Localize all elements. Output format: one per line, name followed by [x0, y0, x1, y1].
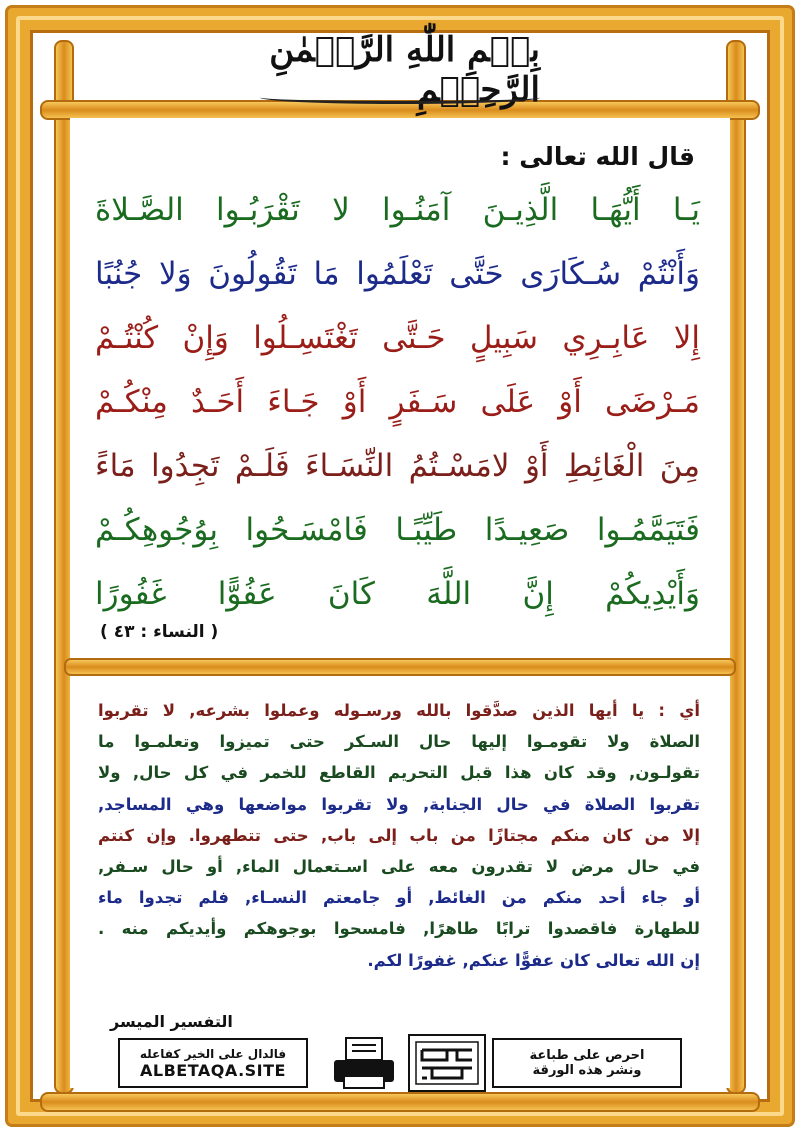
- footer-site-url[interactable]: ALBETAQA.SITE: [140, 1060, 286, 1080]
- dawat-alwaraqa-logo: [408, 1034, 486, 1092]
- tafsir-line: تقربوا الصلاة في حال الجنابة, ولا تقربوا مواضعها وهي المساجد,: [98, 794, 700, 814]
- verse-line: مِنَ الْغَائِطِ أَوْ لامَسْـتُمُ النِّسَـاءَ فَلَـمْ تَجِدُوا مَاءً: [95, 448, 700, 484]
- footer-print-line1: احرص على طباعة: [529, 1048, 645, 1063]
- bismillah-calligraphy: [260, 30, 540, 110]
- footer-site-box: [118, 1038, 308, 1088]
- verse-line: وَأَيْدِيكُمْ إِنَّ اللَّهَ كَانَ عَفُوًّا غَفُورًا: [95, 576, 700, 612]
- footer: [118, 1034, 682, 1094]
- tafsir-line: الصلاة ولا تقومـوا إليها حال السـكر حتى تميزوا وتعلمـوا ما: [98, 732, 700, 752]
- intro-heading: قال الله تعالى :: [500, 142, 695, 171]
- tafsir-line: أي : يا أيها الذين صدَّقوا بالله ورسـوله وعملوا بشرعه, لا تقربوا: [98, 701, 700, 720]
- verse-line: وَأَنْتُمْ سُـكَارَى حَتَّى تَعْلَمُوا مَا تَقُولُونَ وَلا جُنُبًا: [95, 256, 700, 292]
- footer-print-box: [492, 1038, 682, 1088]
- quran-verse: [95, 178, 700, 626]
- tafsir-line: في حال مرض لا تقدرون معه على اسـتعمال الماء, أو حال سـفر,: [98, 857, 700, 877]
- bismillah-text: بِسۡمِ اللّٰهِ الرَّحۡمٰنِ الرَّحِيۡمِ: [269, 30, 540, 110]
- tafsir-source: التفسير الميسر: [110, 1012, 233, 1031]
- footer-print-line2: ونشر هذه الورقة: [532, 1063, 642, 1078]
- printer-icon: [330, 1036, 398, 1092]
- verse-reference: ( النساء : ٤٣ ): [100, 622, 219, 642]
- tafsir-line: تقولـون, وقد كان هذا قبل التحريم القاطع للخمر في كل حال, ولا: [98, 763, 700, 783]
- verse-line: فَتَيَمَّمُـوا صَعِيـدًا طَيِّبًـا فَامْسَـحُوا بِوُجُوهِكُـمْ: [95, 512, 700, 548]
- tafsir-line: إلا من كان منكم مجتازًا من باب إلى باب, حتى تتطهروا. وإن كنتم: [98, 825, 700, 845]
- verse-line: إِلا عَابِـرِي سَبِيلٍ حَـتَّى تَغْتَسِـلُوا وَإِنْ كُنْتُـمْ: [95, 320, 700, 356]
- bismillah-flourish: [260, 91, 540, 104]
- tafsir-line: للطهارة فاقصدوا ترابًا طاهرًا, فامسحوا بوجوهكم وأيديكم منه .: [98, 919, 700, 939]
- tafsir-line: أو جاء أحد منكم من الغائط, أو جامعتم النسـاء, فلم تجدوا ماء: [98, 888, 700, 908]
- footer-saying: فالدال على الخير كفاعله: [139, 1046, 287, 1061]
- logo-mark: [412, 1038, 482, 1088]
- verse-line: يَـا أَيُّهَـا الَّذِيـنَ آمَنُـوا لا تَقْرَبُـوا الصَّـلاةَ: [95, 192, 700, 228]
- tafsir-line: إن الله تعالى كان عفوًّا عنكم, غفورًا لكم.: [367, 950, 700, 970]
- frame-bar-bottom: [40, 1092, 760, 1112]
- verse-line: مَـرْضَى أَوْ عَلَى سَـفَرٍ أَوْ جَـاءَ أَحَـدٌ مِنْكُـمْ: [95, 384, 700, 420]
- tafsir-text: [98, 695, 700, 976]
- section-divider: [64, 658, 736, 676]
